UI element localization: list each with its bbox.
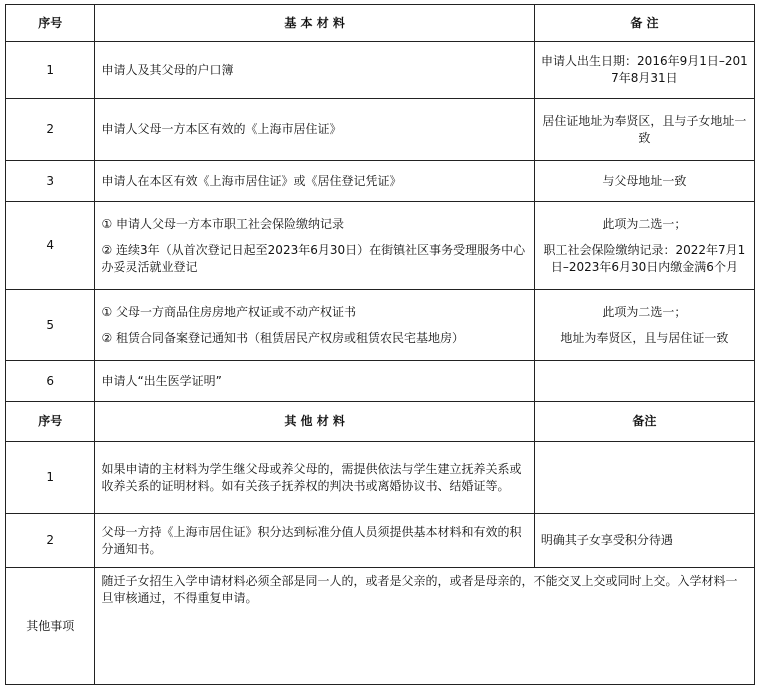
material-cell: [95, 161, 534, 202]
col-header-no: 序号: [6, 5, 95, 42]
remark-cell: [534, 361, 754, 402]
material-option-1: ① 父母一方商品住房房地产权证或不动产权证书: [101, 304, 357, 319]
remark-choice-note: 此项为二选一；: [602, 304, 687, 319]
col-header-no: 序号: [6, 402, 95, 442]
misc-row: [6, 568, 755, 685]
remark-cell: [534, 99, 754, 161]
enrollment-materials-table: [5, 4, 755, 685]
material-cell: [95, 99, 534, 161]
row-no: 1: [6, 42, 95, 99]
material-cell: [95, 361, 534, 402]
remark-choice-note: 此项为二选一；: [602, 216, 687, 231]
basic-row-3: [6, 161, 755, 202]
other-row-2: [6, 514, 755, 568]
remark-cell: [534, 42, 754, 99]
basic-row-4: [6, 202, 755, 290]
row-no: 2: [6, 514, 95, 568]
material-option-1: ① 申请人父母一方本市职工社会保险缴纳记录: [101, 216, 345, 231]
material-text: 父母一方持《上海市居住证》积分达到标准分值人员须提供基本材料和有效的积分通知书。: [95, 514, 534, 568]
material-cell: [95, 42, 534, 99]
col-header-remark: 备 注: [534, 5, 754, 42]
remark-cell: [534, 202, 754, 290]
remark-cell: [534, 442, 754, 514]
remark-text: 地址为奉贤区，且与居住证一致: [560, 330, 729, 345]
other-header-row: [6, 402, 755, 442]
remark-text: 居住证地址为奉贤区，且与子女地址一致: [542, 113, 747, 145]
row-no: 6: [6, 361, 95, 402]
other-row-1: [6, 442, 755, 514]
row-no: 3: [6, 161, 95, 202]
material-text: 申请人父母一方本区有效的《上海市居住证》: [101, 122, 342, 136]
remark-cell: [534, 161, 754, 202]
material-cell: [95, 290, 534, 361]
col-header-remark: 备注: [534, 402, 754, 442]
col-header-other-material: 其 他 材 料: [95, 402, 534, 442]
row-no: 2: [6, 99, 95, 161]
material-cell: [95, 202, 534, 290]
remark-text: 申请人出生日期：2016年9月1日–2017年8月31日: [541, 54, 748, 85]
material-text: 申请人及其父母的户口簿: [101, 62, 234, 77]
row-no: 4: [6, 202, 95, 290]
col-header-basic-material: 基 本 材 料: [95, 5, 534, 42]
remark-cell: [534, 290, 754, 361]
basic-header-row: [6, 5, 755, 42]
misc-text: 随迁子女招生入学申请材料必须全部是同一人的，或者是父亲的，或者是母亲的，不能交叉上交或同时上交。入学材料一旦审核通过，不得重复申请。: [95, 568, 755, 685]
row-no: 1: [6, 442, 95, 514]
material-text: 如果申请的主材料为学生继父母或养父母的，需提供依法与学生建立抚养关系或收养关系的证明材料。如有关孩子抚养权的判决书或离婚协议书、结婚证等。: [95, 442, 534, 514]
remark-text: 明确其子女享受积分待遇: [534, 514, 754, 568]
misc-label: 其他事项: [6, 568, 95, 685]
basic-row-2: [6, 99, 755, 161]
basic-row-6: [6, 361, 755, 402]
basic-row-5: [6, 290, 755, 361]
remark-text: 与父母地址一致: [602, 173, 687, 188]
material-option-2: ② 连续3年（从首次登记日起至2023年6月30日）在街镇社区事务受理服务中心办妥灵活就业登记: [101, 242, 526, 274]
material-text: 申请人“出生医学证明”: [101, 373, 222, 388]
material-text: 申请人在本区有效《上海市居住证》或《居住登记凭证》: [101, 173, 402, 188]
basic-row-1: [6, 42, 755, 99]
row-no: 5: [6, 290, 95, 361]
material-option-2: ② 租赁合同备案登记通知书（租赁居民产权房或租赁农民宅基地房）: [101, 330, 465, 345]
remark-text: 职工社会保险缴纳记录：2022年7月1日–2023年6月30日内缴金满6个月: [543, 242, 746, 274]
